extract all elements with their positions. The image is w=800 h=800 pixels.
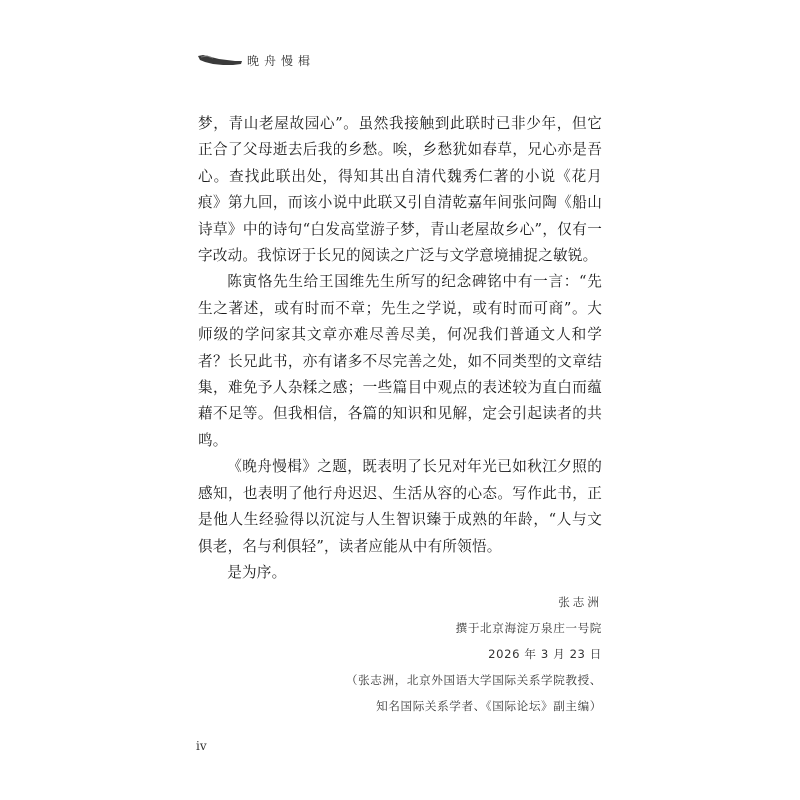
running-header-title: 晚舟慢楫 [247, 53, 316, 68]
author-note-line-2: 知名国际关系学者、《国际论坛》副主编） [376, 699, 602, 713]
paragraph-chen-yinke-quote: 陈寅恪先生给王国维先生所写的纪念碑铭中有一言：“先生之著述，或有时而不章；先生之学说，或有时而可商”。大师级的学问家其文章亦难尽善尽美，何况我们普通文人和学者？长兄此书，亦有诸多不尽完善之处，如不同类型的文章结集，难免予人杂糅之感；一些篇目中观点的表述较为直白而蕴藉不足等。但我相信，各篇的知识和见解，定会引起读者的共鸣。 [198, 273, 602, 449]
author-name: 张志洲 [558, 595, 602, 609]
body-text [198, 111, 602, 586]
paragraph-closing: 是为序。 [227, 563, 287, 581]
boat-ornament-icon [197, 53, 243, 67]
paragraph-continued: 梦，青山老屋故园心”。虽然我接触到此联时已非少年，但它正合了父母逝去后我的乡愁。唉，乡愁犹如春草，兄心亦是吾心。查找此联出处，得知其出自清代魏秀仁著的小说《花月痕》第九回，而该小说中此联又引自清乾嘉年间张问陶《船山诗草》中的诗句“白发高堂游子梦，青山老屋故乡心”，仅有一字改动。我惊讶于长兄的阅读之广泛与文学意境捕捉之敏锐。 [198, 115, 602, 265]
author-note-line-1: （张志洲，北京外国语大学国际关系学院教授、 [345, 673, 602, 687]
paragraph-book-title: 《晚舟慢楫》之题，既表明了长兄对年光已如秋江夕照的感知，也表明了他行舟迟迟、生活从容的心态。写作此书，正是他人生经验得以沉淀与人生智识臻于成熟的年龄，“人与文俱老，名与利俱轻”，读者应能从中有所领悟。 [198, 458, 602, 555]
signature-block [182, 589, 602, 719]
writing-place: 撰于北京海淀万泉庄一号院 [455, 621, 602, 635]
page-number: iv [196, 739, 207, 753]
running-header [197, 50, 315, 70]
writing-date: 2026 年 3 月 23 日 [488, 647, 602, 661]
